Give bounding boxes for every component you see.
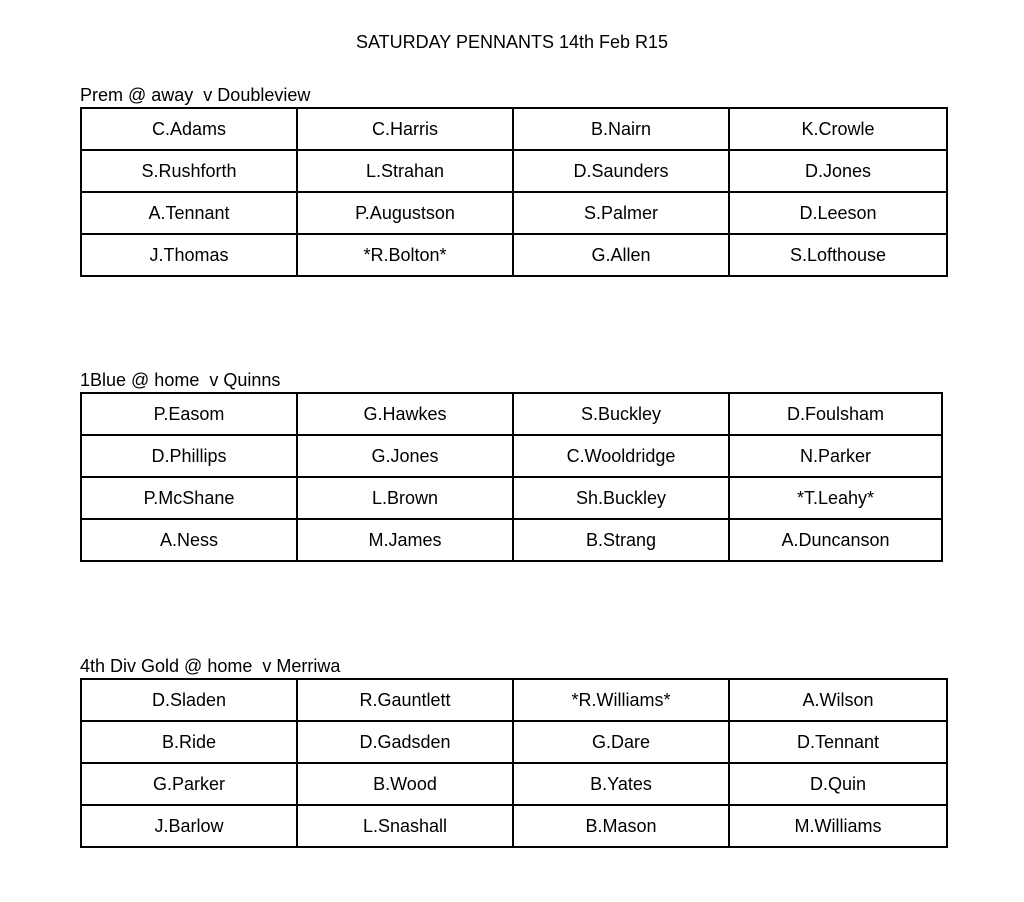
player-cell: D.Quin bbox=[729, 763, 947, 805]
player-cell: D.Sladen bbox=[81, 679, 297, 721]
page-title: SATURDAY PENNANTS 14th Feb R15 bbox=[355, 32, 669, 52]
player-cell: S.Palmer bbox=[513, 192, 729, 234]
player-cell: D.Saunders bbox=[513, 150, 729, 192]
team-section-prem bbox=[80, 83, 948, 277]
player-cell: B.Ride bbox=[81, 721, 297, 763]
player-cell: B.Strang bbox=[513, 519, 729, 561]
player-cell: L.Strahan bbox=[297, 150, 513, 192]
player-cell: G.Jones bbox=[297, 435, 513, 477]
section-heading: 1Blue @ home v Quinns bbox=[80, 370, 281, 390]
player-cell: B.Wood bbox=[297, 763, 513, 805]
team-table bbox=[80, 392, 943, 562]
player-cell: D.Jones bbox=[729, 150, 947, 192]
player-cell: S.Buckley bbox=[513, 393, 729, 435]
table-row bbox=[81, 519, 942, 561]
player-cell: S.Lofthouse bbox=[729, 234, 947, 276]
player-cell: C.Harris bbox=[297, 108, 513, 150]
player-cell: C.Adams bbox=[81, 108, 297, 150]
player-cell: B.Yates bbox=[513, 763, 729, 805]
player-cell: L.Snashall bbox=[297, 805, 513, 847]
player-cell: M.James bbox=[297, 519, 513, 561]
player-cell: L.Brown bbox=[297, 477, 513, 519]
player-cell: J.Thomas bbox=[81, 234, 297, 276]
player-cell: K.Crowle bbox=[729, 108, 947, 150]
table-row bbox=[81, 234, 947, 276]
player-cell: *R.Williams* bbox=[513, 679, 729, 721]
player-cell: J.Barlow bbox=[81, 805, 297, 847]
table-row bbox=[81, 435, 942, 477]
player-cell: D.Phillips bbox=[81, 435, 297, 477]
player-cell: G.Allen bbox=[513, 234, 729, 276]
player-cell: D.Gadsden bbox=[297, 721, 513, 763]
team-section-1blue bbox=[80, 368, 943, 562]
player-cell: G.Hawkes bbox=[297, 393, 513, 435]
player-cell: G.Dare bbox=[513, 721, 729, 763]
player-cell: G.Parker bbox=[81, 763, 297, 805]
team-table bbox=[80, 107, 948, 277]
player-cell: P.Easom bbox=[81, 393, 297, 435]
table-row bbox=[81, 393, 942, 435]
player-cell: A.Tennant bbox=[81, 192, 297, 234]
player-cell: C.Wooldridge bbox=[513, 435, 729, 477]
section-heading: 4th Div Gold @ home v Merriwa bbox=[80, 656, 341, 676]
player-cell: R.Gauntlett bbox=[297, 679, 513, 721]
player-cell: A.Duncanson bbox=[729, 519, 942, 561]
player-cell: D.Foulsham bbox=[729, 393, 942, 435]
table-row bbox=[81, 721, 947, 763]
player-cell: B.Nairn bbox=[513, 108, 729, 150]
player-cell: D.Leeson bbox=[729, 192, 947, 234]
player-cell: P.McShane bbox=[81, 477, 297, 519]
table-row bbox=[81, 108, 947, 150]
player-cell: *R.Bolton* bbox=[297, 234, 513, 276]
table-row bbox=[81, 679, 947, 721]
player-cell: N.Parker bbox=[729, 435, 942, 477]
table-row bbox=[81, 192, 947, 234]
table-row bbox=[81, 150, 947, 192]
team-section-4th-div-gold bbox=[80, 654, 948, 848]
table-row bbox=[81, 805, 947, 847]
section-heading: Prem @ away v Doubleview bbox=[80, 85, 311, 105]
player-cell: A.Wilson bbox=[729, 679, 947, 721]
player-cell: B.Mason bbox=[513, 805, 729, 847]
team-table bbox=[80, 678, 948, 848]
player-cell: *T.Leahy* bbox=[729, 477, 942, 519]
player-cell: M.Williams bbox=[729, 805, 947, 847]
player-cell: D.Tennant bbox=[729, 721, 947, 763]
table-row bbox=[81, 477, 942, 519]
table-row bbox=[81, 763, 947, 805]
player-cell: A.Ness bbox=[81, 519, 297, 561]
player-cell: S.Rushforth bbox=[81, 150, 297, 192]
player-cell: Sh.Buckley bbox=[513, 477, 729, 519]
player-cell: P.Augustson bbox=[297, 192, 513, 234]
